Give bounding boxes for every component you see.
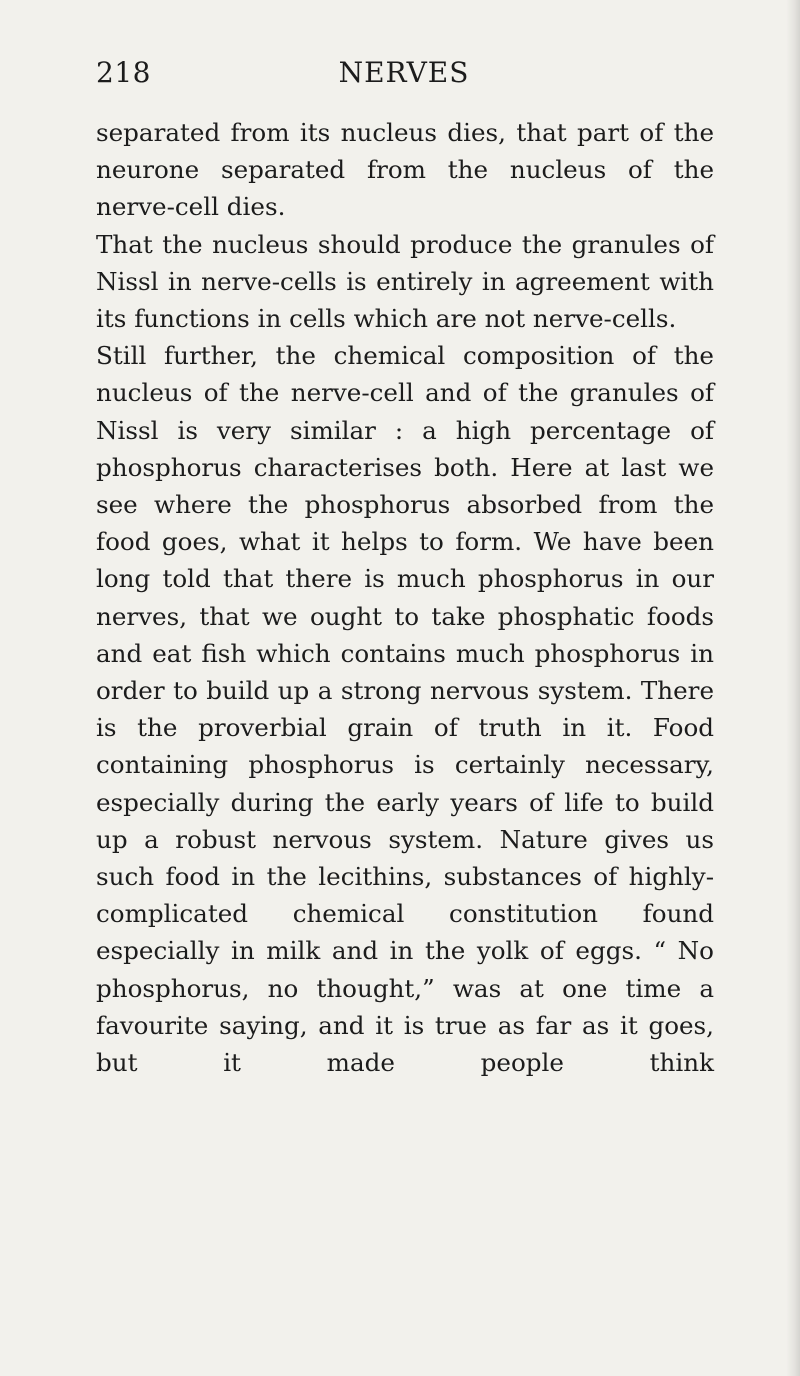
running-title: NERVES <box>338 56 470 89</box>
paragraph-1: separated from its nucleus dies, that part of the neurone separated from the nucleus of the nerve-cell dies. <box>96 118 714 222</box>
running-head <box>96 56 712 96</box>
paragraph-3: Still further, the chemical composition of the nucleus of the nerve-cell and of the granules of Nissl is very similar : a high percentage of phosphorus characterises both. Here at last we see where the phosphorus absorbed from the food goes, what it helps to form. We have been long told that there is much phosphorus in our nerves, that we ought to take phosphatic foods and eat fish which contains much phosphorus in order to build up a strong nervous system. There is the proverbial grain of truth in it. Food containing phosphorus is certainly necessary, especially during the early years of life to build up a robust nervous system. Nature gives us such food in the lecithins, substances of highly-complicated chemical constitution found especially in milk and in the yolk of eggs. “ No phosphorus, no thought,” was at one time a favourite saying, and it is true as far as it goes, but it made people think <box>96 341 714 1078</box>
page-number: 218 <box>96 56 151 89</box>
paragraph-2: That the nucleus should produce the granules of Nissl in nerve-cells is entirely in agreement with its functions in cells which are not nerve-cells. <box>96 229 714 334</box>
body-text <box>96 114 714 1081</box>
page-edge-shadow <box>786 0 800 1376</box>
